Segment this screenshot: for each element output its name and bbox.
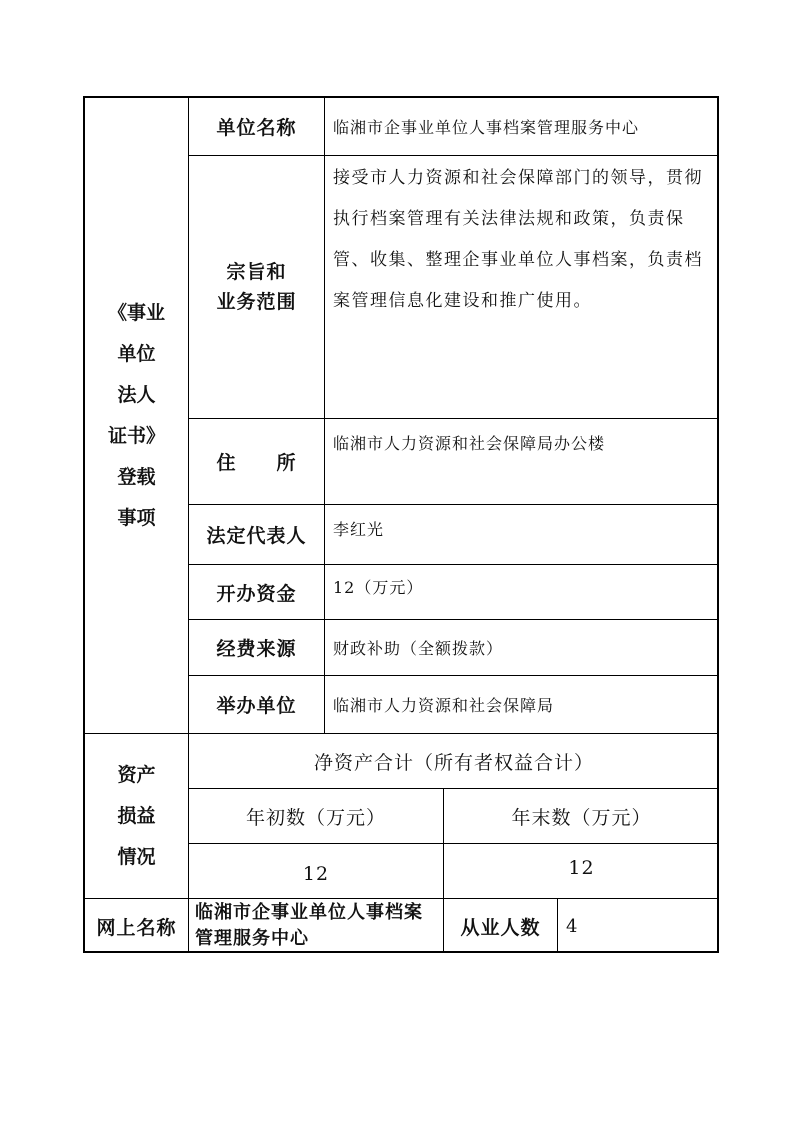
unit-name-value: 临湘市企事业单位人事档案管理服务中心	[333, 118, 640, 137]
assets-label-line: 情况	[117, 845, 156, 868]
legal-representative-label: 法定代表人	[206, 525, 307, 547]
online-name-label: 网上名称	[96, 916, 177, 939]
purpose-label-line: 宗旨和	[226, 261, 287, 283]
purpose-label	[189, 156, 324, 418]
registered-capital-value: 12（万元）	[333, 578, 424, 597]
assets-label-line: 损益	[117, 804, 156, 827]
assets-label-line: 资产	[117, 763, 156, 786]
sponsor-value: 临湘市人力资源和社会保障局	[333, 696, 555, 715]
online-name-value: 临湘市企事业单位人事档案管理服务中心	[195, 902, 423, 949]
start-of-year-value: 12	[302, 863, 330, 885]
start-of-year-label: 年初数（万元）	[245, 806, 386, 829]
side-label-line: 登载	[117, 465, 156, 488]
registered-capital-label: 开办资金	[216, 582, 297, 605]
side-label-line: 证书》	[107, 424, 165, 447]
address-value: 临湘市人力资源和社会保障局办公楼	[333, 434, 606, 453]
registration-form	[83, 96, 719, 953]
side-label-line: 单位	[117, 342, 156, 365]
funding-source-label: 经费来源	[216, 638, 297, 660]
side-label-line: 法人	[117, 383, 156, 406]
end-of-year-value: 12	[568, 857, 595, 879]
employees-value: 4	[566, 915, 579, 937]
employees-label: 从业人数	[460, 916, 541, 939]
side-label-line: 事项	[117, 506, 156, 529]
legal-representative-value: 李红光	[333, 520, 385, 539]
assets-section-label	[85, 734, 188, 898]
purpose-value: 接受市人力资源和社会保障部门的领导，贯彻执行档案管理有关法律法规和政策，负责保管、收集、整理企事业单位人事档案，负责档案管理信息化建设和推广使用。	[333, 168, 703, 311]
registration-section-label	[85, 98, 188, 733]
end-of-year-label: 年末数（万元）	[511, 806, 652, 829]
address-label: 住 所	[216, 452, 297, 474]
side-label-line: 《事业	[107, 301, 165, 324]
net-assets-header: 净资产合计（所有者权益合计）	[313, 751, 594, 774]
funding-source-value: 财政补助（全额拨款）	[333, 639, 504, 658]
sponsor-label: 举办单位	[216, 695, 297, 717]
purpose-label-line: 业务范围	[216, 291, 297, 313]
unit-name-label: 单位名称	[216, 117, 297, 139]
